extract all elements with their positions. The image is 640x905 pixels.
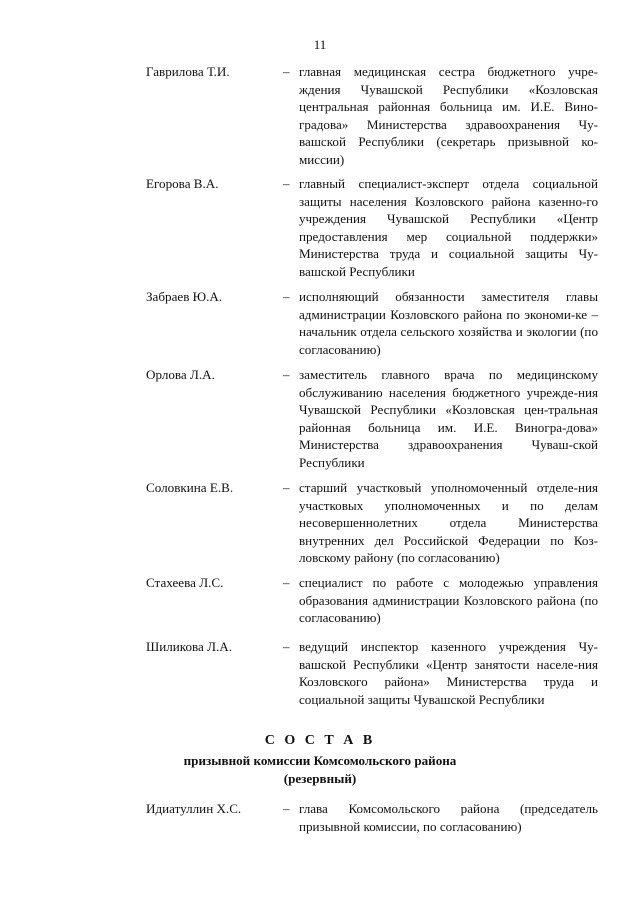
member-name: Орлова Л.А. — [146, 367, 215, 382]
member-dash: – — [283, 176, 290, 191]
member-entry — [146, 800, 598, 835]
page-number: 11 — [313, 37, 327, 52]
member-entry — [146, 63, 598, 169]
member-name: Идиатуллин Х.С. — [146, 801, 242, 816]
member-role: ведущий инспектор казенного учреждения Чу-вашской Республики «Центр занятости населе-ния Козловского района» Министерства труда и социальной защиты Чувашской Республики — [299, 639, 598, 707]
member-name: Стахеева Л.С. — [146, 575, 224, 590]
member-name: Гаврилова Т.И. — [146, 64, 230, 79]
member-entry — [146, 574, 598, 627]
section-title: С О С Т А В — [264, 733, 376, 748]
member-dash: – — [283, 289, 290, 304]
member-role: исполняющий обязанности заместителя главы администрации Козловского района по экономи-ке – начальник отдела сельского хозяйства и экологии (по согласованию) — [299, 289, 598, 357]
member-entry — [146, 175, 598, 281]
member-name: Соловкина Е.В. — [146, 480, 234, 495]
member-role: старший участковый уполномоченный отделе-ния участковых уполномоченных и по делам несовершеннолетних отдела Министерства внутренних дел Российской Федерации по Коз-ловскому району (по согласованию) — [299, 480, 598, 566]
member-role: глава Комсомольского района (председатель призывной комиссии, по согласованию) — [299, 801, 598, 834]
member-role: заместитель главного врача по медицинскому обслуживанию населения бюджетного учрежде-ния Чувашской Республики «Козловская цен-тральная районная больница им. И.Е. Виногра-дова» Министерства здравоохранения Чуваш-ской Республики — [299, 367, 598, 470]
section-subtitle-line: призывной комиссии Комсомольского района — [183, 753, 457, 768]
section-subtitle — [0, 752, 640, 787]
member-entry — [146, 638, 598, 708]
member-name: Забраев Ю.А. — [146, 289, 223, 304]
member-dash: – — [283, 639, 290, 654]
member-name: Шиликова Л.А. — [146, 639, 232, 654]
member-dash: – — [283, 575, 290, 590]
section-subtitle-line: (резервный) — [283, 770, 357, 786]
member-name: Егорова В.А. — [146, 176, 219, 191]
member-dash: – — [283, 480, 290, 495]
member-entry — [146, 479, 598, 567]
member-role: главный специалист-эксперт отдела социальной защиты населения Козловского района казенно-го учреждения Чувашской Республики «Центр предоставления мер социальной поддержки» Министерства труда и социальной защиты Чу-вашской Республики — [299, 176, 598, 279]
member-role: главная медицинская сестра бюджетного учре-ждения Чувашской Республики «Козловская центральная районная больница им. И.Е. Вино-градова» Министерства здравоохранения Чу-вашской Республики (секретарь призывной ко-миссии) — [299, 64, 598, 167]
member-entry — [146, 288, 598, 358]
member-dash: – — [283, 367, 290, 382]
member-dash: – — [283, 64, 290, 79]
member-role: специалист по работе с молодежью управления образования администрации Козловского района (по согласованию) — [299, 575, 598, 626]
member-dash: – — [283, 801, 290, 816]
member-entry — [146, 366, 598, 472]
